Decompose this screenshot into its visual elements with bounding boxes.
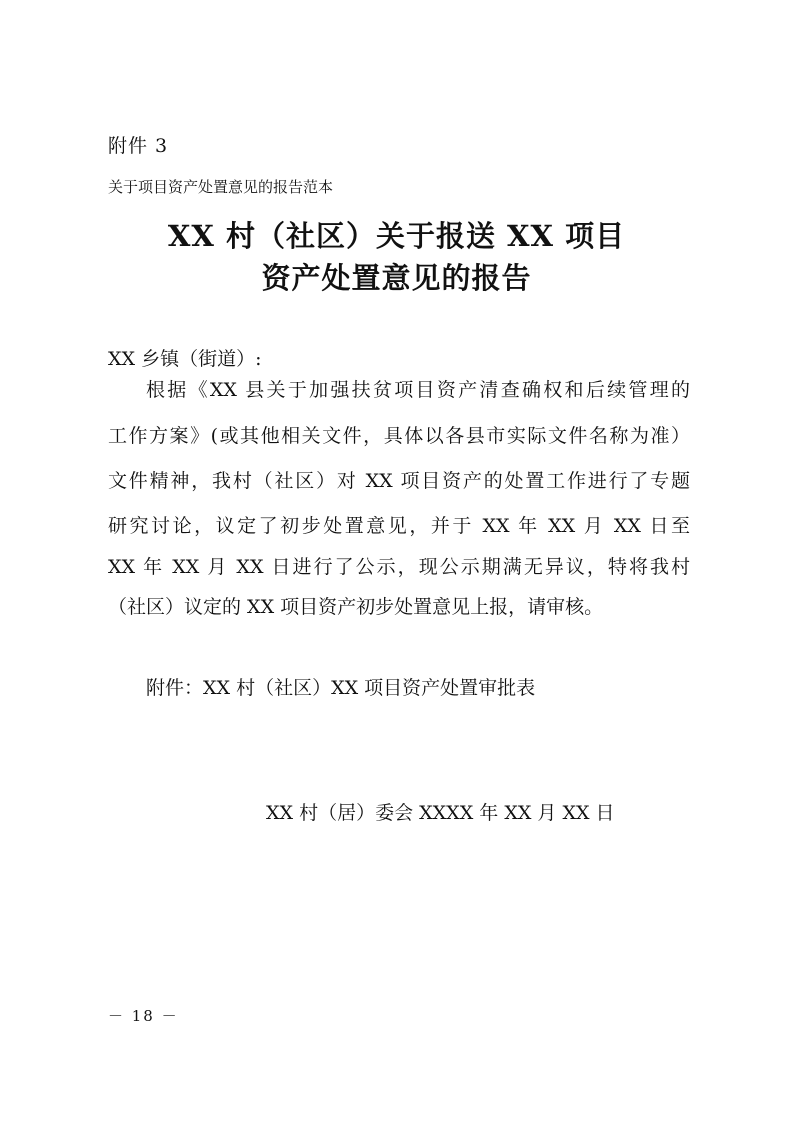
template-name: 关于项目资产处置意见的报告范本 bbox=[108, 178, 334, 196]
body-line: XX 年 XX 月 XX 日进行了公示，现公示期满无异议，特将我村 bbox=[108, 556, 690, 578]
body-line: （社区）议定的 XX 项目资产初步处置意见上报，请审核。 bbox=[108, 596, 604, 618]
body-line: 研究讨论，议定了初步处置意见，并于 XX 年 XX 月 XX 日至 bbox=[108, 515, 690, 537]
signature-date: XX 村（居）委会 XXXX 年 XX 月 XX 日 bbox=[266, 802, 615, 824]
body-line: 根据《XX 县关于加强扶贫项目资产清查确权和后续管理的 bbox=[146, 379, 690, 401]
body-line: 工作方案》(或其他相关文件，具体以各县市实际文件名称为准） bbox=[108, 425, 690, 447]
document-title-line-2: 资产处置意见的报告 bbox=[261, 261, 532, 295]
body-line: 文件精神，我村（社区）对 XX 项目资产的处置工作进行了专题 bbox=[108, 470, 690, 492]
page-number: － 18 － bbox=[108, 1007, 179, 1025]
attachment-number: 附件 3 bbox=[108, 135, 169, 157]
document-title-line-1: XX 村（社区）关于报送 XX 项目 bbox=[167, 219, 626, 253]
salutation: XX 乡镇（街道）: bbox=[108, 348, 262, 370]
attachment-note: 附件：XX 村（社区）XX 项目资产处置审批表 bbox=[146, 677, 536, 699]
